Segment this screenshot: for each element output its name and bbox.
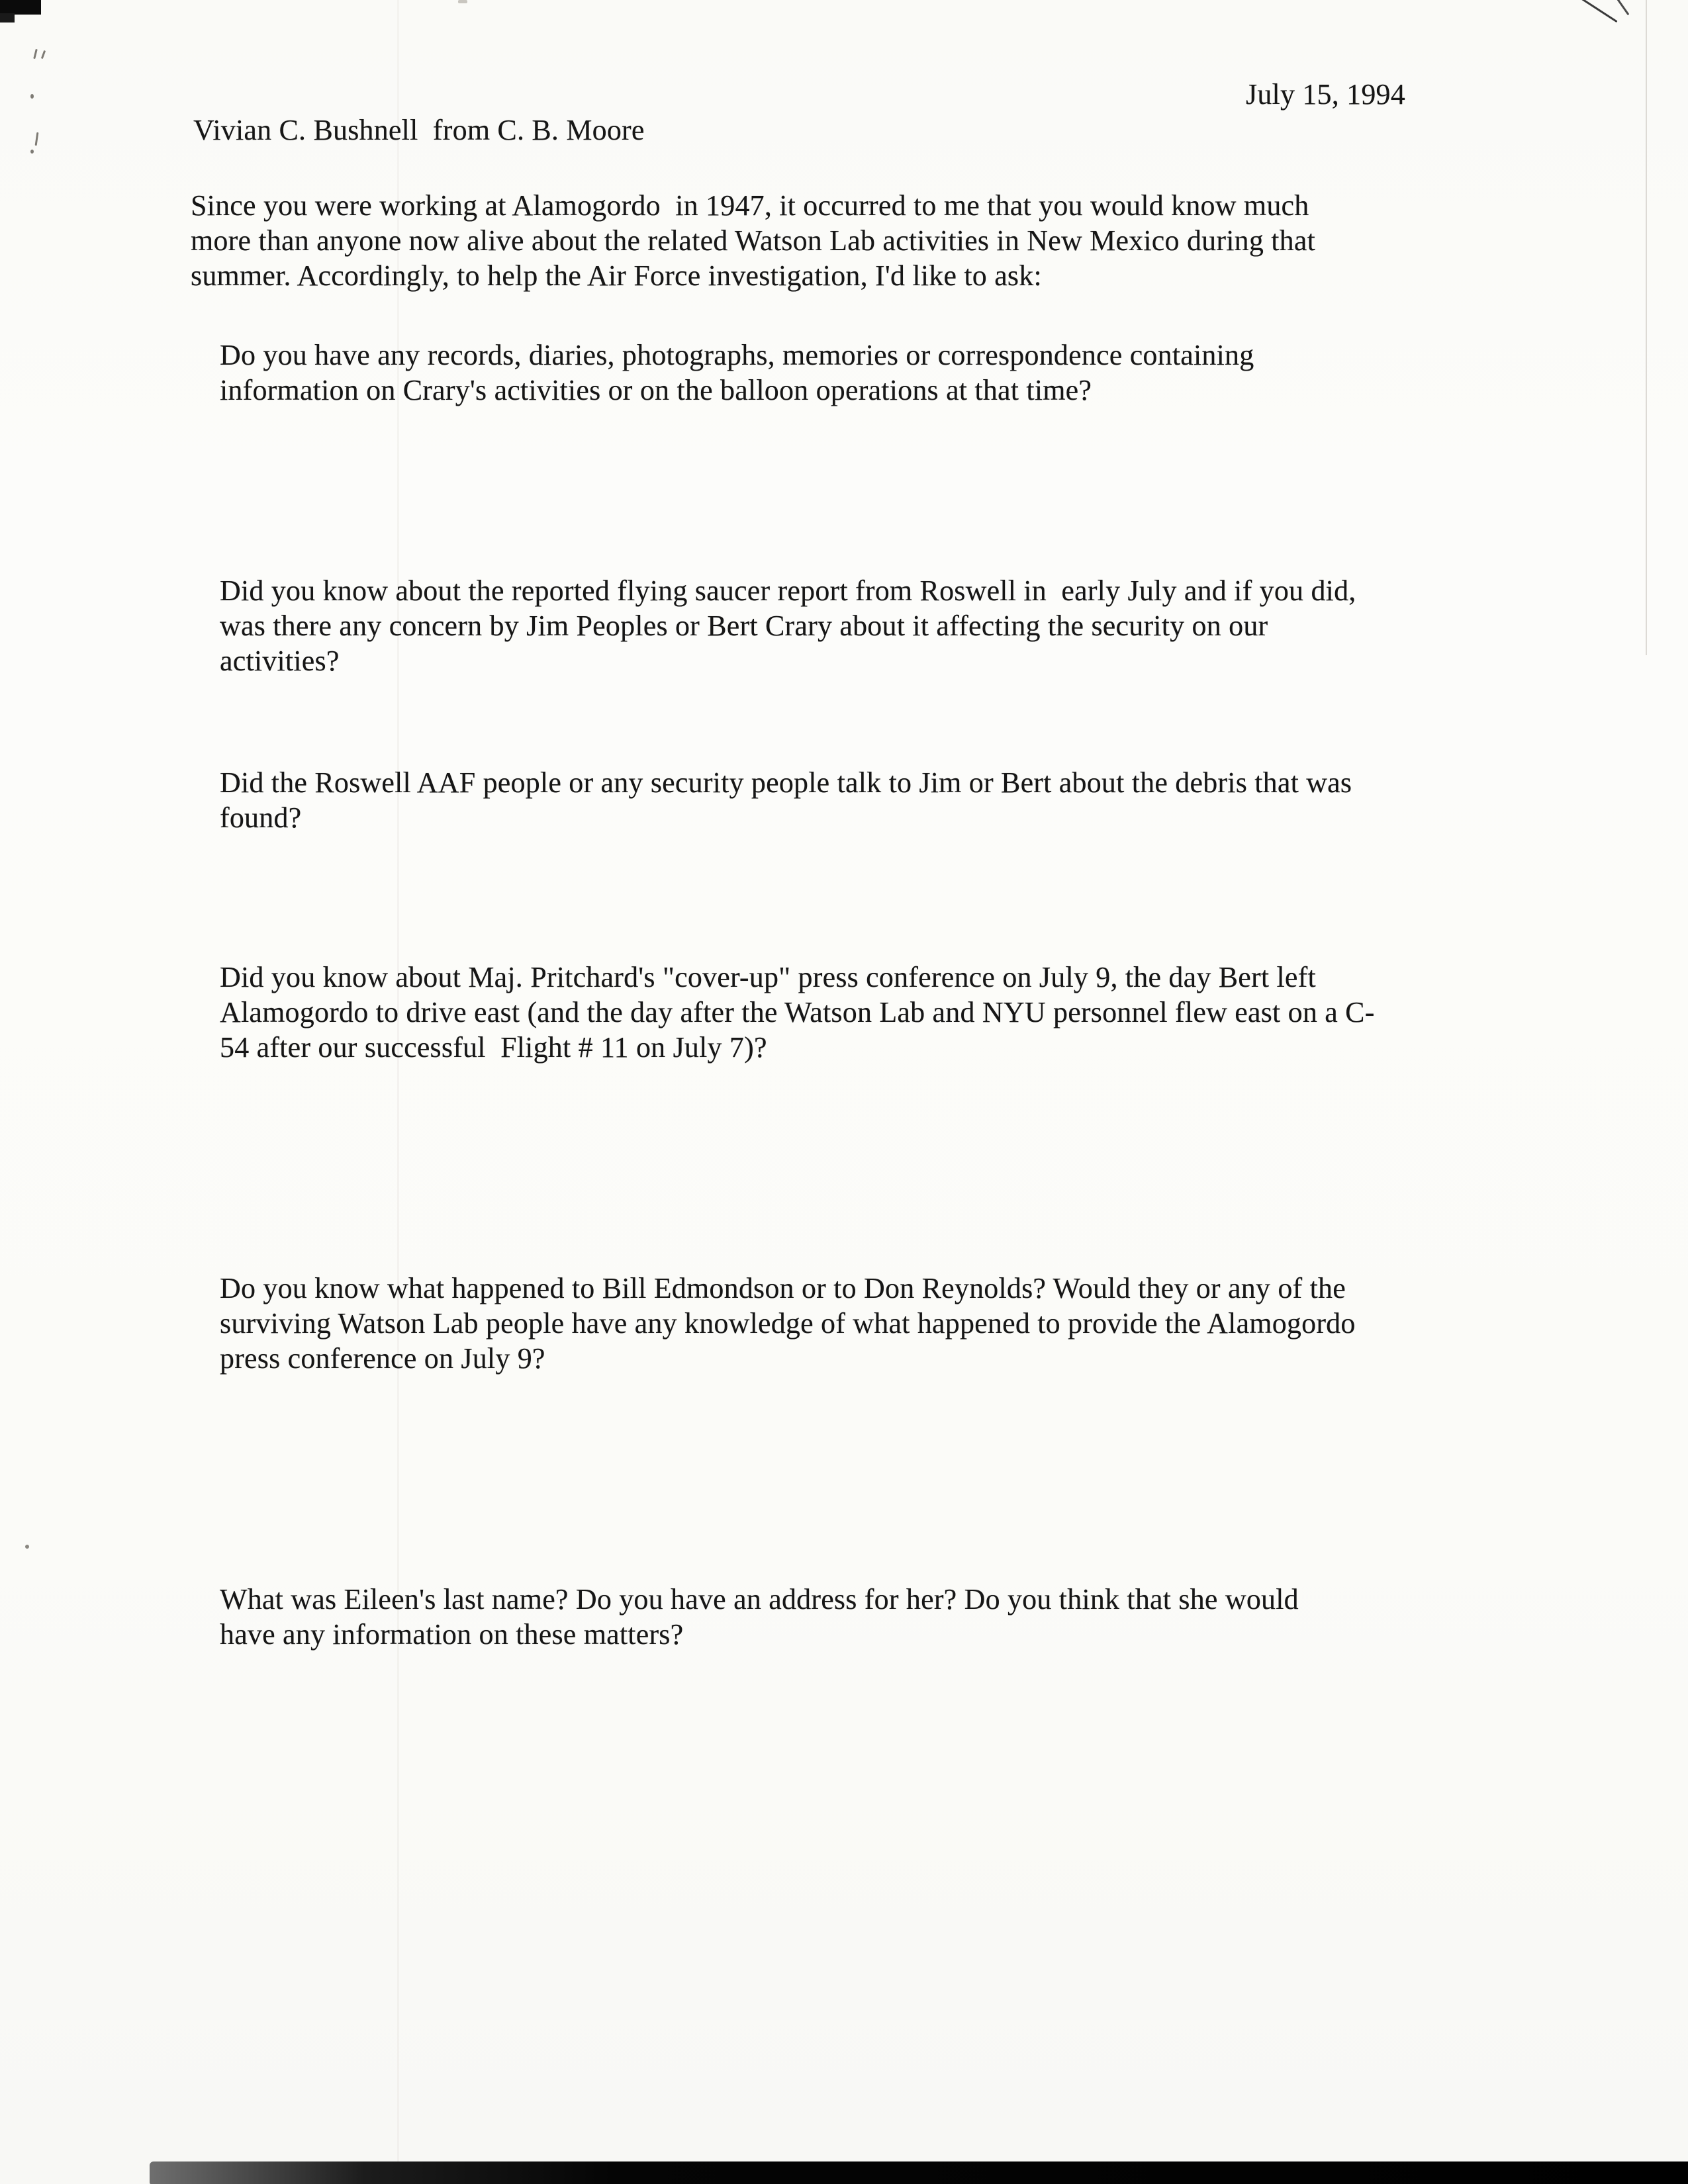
letter-recipient-line: Vivian C. Bushnell from C. B. Moore — [193, 114, 645, 146]
scan-artifact-scratch — [1581, 0, 1617, 23]
letter-date: July 15, 1994 — [1246, 78, 1405, 111]
scan-artifact-right-edge-line — [1646, 0, 1647, 655]
scan-artifact-top-left-corner — [0, 0, 41, 15]
letter-intro-paragraph: Since you were working at Alamogordo in 1947, it occurred to me that you would know much more than anyone now alive about the related Watson Lab activities in New Mexico during that summer. Accordingly, to help the Air Force investigation, I'd like to ask: — [191, 189, 1323, 292]
pencil-mark — [33, 49, 38, 59]
scan-artifact-bottom-bar — [150, 2161, 1688, 2184]
paper-fold-line — [397, 0, 399, 2184]
scan-artifact-scratch — [1611, 0, 1630, 15]
question-eileen-last-name: What was Eileen's last name? Do you have an address for her? Do you think that she would have any information on these matters? — [220, 1583, 1307, 1651]
question-edmondson-reynolds: Do you know what happened to Bill Edmondson or to Don Reynolds? Would they or any of the surviving Watson Lab people have any knowledge of what happened to provide the Alamogordo press conference on July 9? — [220, 1272, 1363, 1375]
question-records-diaries: Do you have any records, diaries, photographs, memories or correspondence containing information on Crary's activities or on the balloon operations at that time? — [220, 339, 1262, 406]
scan-artifact-speck — [458, 0, 467, 3]
scan-artifact-top-left-corner-lower — [0, 13, 15, 23]
pencil-mark — [35, 132, 39, 146]
question-roswell-aaf-debris: Did the Roswell AAF people or any security people talk to Jim or Bert about the debris that was found? — [220, 766, 1360, 834]
pencil-mark — [25, 1545, 29, 1549]
pencil-mark — [30, 94, 34, 99]
pencil-mark — [30, 150, 34, 154]
pencil-mark — [41, 50, 46, 59]
question-flying-saucer-report: Did you know about the reported flying saucer report from Roswell in early July and if you did, was there any concern by Jim Peoples or Bert Crary about it affecting the security on our activities? — [220, 574, 1364, 677]
question-pritchard-press-conference: Did you know about Maj. Pritchard's "cover-up" press conference on July 9, the day Bert left Alamogordo to drive east (and the day after the Watson Lab and NYU personnel flew east on a C-54 after our successful Flight # 11 on July 7)? — [220, 961, 1375, 1064]
